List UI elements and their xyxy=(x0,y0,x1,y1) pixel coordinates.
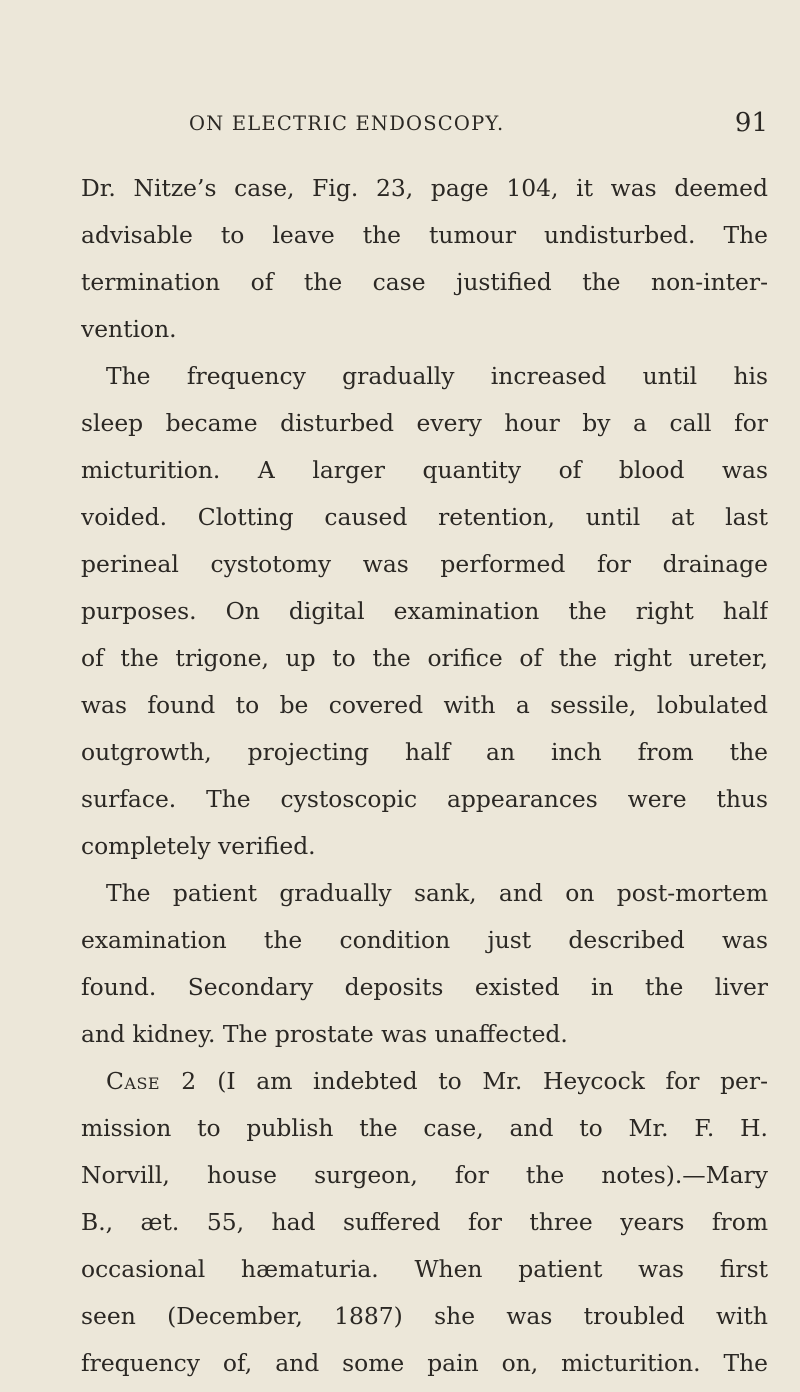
text-line: found. Secondary deposits existed in the liver xyxy=(81,973,768,1001)
text-line: occasional hæmaturia. When patient was first xyxy=(81,1255,768,1283)
text-line: frequency of, and some pain on, micturition. The xyxy=(81,1349,768,1377)
text-line: of the trigone, up to the orifice of the right ureter, xyxy=(81,644,768,672)
body-text xyxy=(81,170,768,1392)
paragraph-2 xyxy=(81,358,768,875)
text-line-remainder: (I am indebted to Mr. Heycock for per- xyxy=(217,1067,768,1095)
paragraph-4 xyxy=(81,1063,768,1392)
text-line xyxy=(81,1063,768,1110)
text-line: surface. The cystoscopic appearances were thus xyxy=(81,785,768,813)
paragraph-3 xyxy=(81,875,768,1063)
text-line: Dr. Nitze’s case, Fig. 23, page 104, it was deemed xyxy=(81,174,768,202)
text-line: voided. Clotting caused retention, until at last xyxy=(81,503,768,531)
running-head xyxy=(81,0,768,138)
text-line: and kidney. The prostate was unaffected. xyxy=(81,1020,568,1048)
text-line: termination of the case justified the non-inter- xyxy=(81,268,768,296)
text-line: vention. xyxy=(81,315,177,343)
text-line: advisable to leave the tumour undisturbed. The xyxy=(81,221,768,249)
text-line: outgrowth, projecting half an inch from the xyxy=(81,738,768,766)
text-line: mission to publish the case, and to Mr. F. H. xyxy=(81,1114,768,1142)
text-line: B., æt. 55, had suffered for three years from xyxy=(81,1208,768,1236)
text-line: was found to be covered with a sessile, lobulated xyxy=(81,691,768,719)
page-number: 91 xyxy=(734,108,768,138)
text-line: micturition. A larger quantity of blood was xyxy=(81,456,768,484)
case-label: Case 2 xyxy=(106,1067,197,1095)
text-line: seen (December, 1887) she was troubled with xyxy=(81,1302,768,1330)
text-line: perineal cystotomy was performed for drainage xyxy=(81,550,768,578)
running-title: ON ELECTRIC ENDOSCOPY. xyxy=(189,112,505,135)
text-line: examination the condition just described was xyxy=(81,926,768,954)
text-line: The patient gradually sank, and on post-mortem xyxy=(106,879,768,907)
text-line: sleep became disturbed every hour by a call for xyxy=(81,409,768,437)
paragraph-1 xyxy=(81,170,768,358)
text-line: The frequency gradually increased until his xyxy=(106,362,768,390)
text-line: Norvill, house surgeon, for the notes).—Mary xyxy=(81,1161,768,1189)
text-line: purposes. On digital examination the right half xyxy=(81,597,768,625)
text-line: completely verified. xyxy=(81,832,316,860)
